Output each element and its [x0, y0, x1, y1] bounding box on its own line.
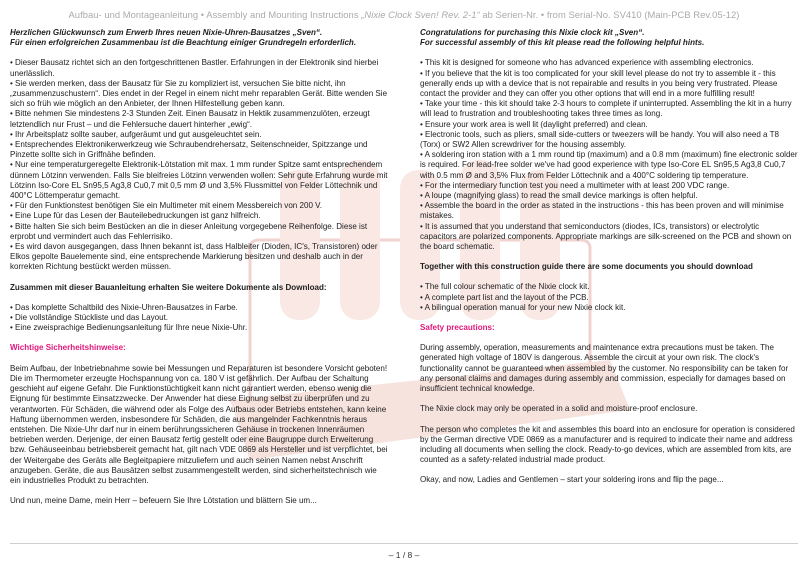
english-intro [420, 28, 798, 48]
german-hints-list [10, 58, 388, 272]
header-serial: ab Serien-Nr. • from Serial-No. SV410 [482, 9, 642, 20]
english-hint: • Take your time - this kit should take 2-3 hours to complete if uninterrupted. Assembling the kit in a hurry will lead to frustration and troubleshooting takes three times as long. [420, 99, 792, 119]
english-doc-item: • The full colour schematic of the Nixie clock kit. [420, 282, 590, 292]
german-doc-item: • Die vollständige Stückliste und das Layout. [10, 313, 169, 323]
german-docs-list [10, 303, 388, 334]
header-bullet: • [200, 9, 205, 20]
english-doc-item: • A bilingual operation manual for your new Nixie clock kit. [420, 302, 626, 312]
german-safety-text: Beim Aufbau, der Inbetriebnahme sowie bei Messungen und Reparaturen ist besondere Vorsicht geboten! Die im Thermometer erzeugte Hochspannung von ca. 180 V ist gefährlich. Der Aufbau der Schaltung geschieht auf eigene Gefahr. Die Funktionstüchtigkeit kann nicht garantiert werden, ebenso wenig die Eignung für bestimmte Einsatzzwecke. Der Anwender hat diese Eignung selbst zu überprüfen und zu verantworten. Für Schäden, die während oder als Folge des Aufbaus oder Betriebs entstehen, kann keine Haftung übernommen werden, insbesondere für Schäden, die aus mangelnder Fachkenntnis heraus entstehen. Die Nixie-Uhr darf nur in einem berührungssicheren Gehäuse in trockenen Innenräumen betrieben werden. Derjenige, der einen Bausatz fertig gestellt oder eine Baugruppe durch Erweiterung bzw. Gehäuseeinbau betriebsbereit gemacht hat, gilt nach VDE 0869 als Hersteller und ist verpflichtet, bei der Weitergabe des Geräts alle Begleitpapiere mitzuliefern und auch seinen Namen nebst Anschrift anzugeben. Geräte, die aus Bausätzen selbst zusammengestellt werden, sind sicherheitstechnisch wie ein industrielles Produkt zu betrachten. [10, 363, 388, 485]
english-docs-list [420, 282, 798, 313]
german-hint: • Entsprechendes Elektronikerwerkzeug wie Schraubendrehersatz, Seitenschneider, Spitzzange und Pinzette sollte sich in Griffnähe befinden. [10, 140, 368, 160]
german-column [10, 28, 388, 516]
german-safety-heading: Wichtige Sicherheitshinweise: [10, 343, 126, 353]
english-hint: • Assemble the board in the order as stated in the instructions - this has been proven and will minimise mistakes. [420, 201, 784, 221]
german-hint: • Bitte halten Sie sich beim Bestücken an die in dieser Anleitung vorgegebene Reihenfolge. Diese ist erprobt und vermindert auch das Fehlerrisiko. [10, 221, 368, 241]
english-safety-heading: Safety precautions: [420, 323, 495, 333]
header-pcb: (Main-PCB Rev.05-12) [644, 9, 740, 20]
page-number: – 1 / 8 – [388, 550, 420, 560]
german-hint: • Dieser Bausatz richtet sich an den fortgeschrittenen Bastler. Erfahrungen in der Elektronik sind hierbei unerlässlich. [10, 58, 379, 78]
english-hint: • If you believe that the kit is too complicated for your skill level please do not try to assemble it - this generally ends up with a device that is not repairable and results in you being very frustrated. Please contact the provider and they can offer you other options that will end in a more fulfilling result! [420, 68, 778, 99]
page-header [0, 9, 808, 20]
english-hint: • Ensure your work area is well lit (daylight preferred) and clean. [420, 119, 648, 129]
german-doc-item: • Eine zweisprachige Bedienungsanleitung für Ihre neue Nixie-Uhr. [10, 323, 248, 333]
german-hint: • Für den Funktionstest benötigen Sie ein Multimeter mit einem Messbereich von 200 V. [10, 201, 323, 211]
german-intro-line: Herzlichen Glückwunsch zum Erwerb Ihres neuen Nixie-Uhren-Bausatzes „Sven“. [10, 28, 323, 37]
english-hints-list [420, 58, 798, 252]
german-closing: Und nun, meine Dame, mein Herr – befeuern Sie Ihre Lötstation und blättern Sie um... [10, 496, 317, 506]
english-safety-paragraph: The person who completes the kit and assembles this board into an enclosure for operation is considered by the German directive VDE 0869 as a manufacturer and is required to indicate their name and address including all documents when selling the clock. Ready-to-go devices, which are assembled from kits, are counted as a safety-related industrial made product. [420, 424, 795, 465]
english-docs-heading: Together with this construction guide there are some documents you should download [420, 262, 753, 272]
german-intro [10, 28, 388, 48]
english-hint: • Electronic tools, such as pliers, small side-cutters or tweezers will be handy. You will also need a T8 (Torx) or SW2 Allen screwdriver for the housing assembly. [420, 129, 779, 150]
english-hint: • For the intermediary function test you need a multimeter with at least 200 VDC range. [420, 180, 730, 190]
english-safety-paragraph: The Nixie clock may only be operated in a solid and moisture-proof enclosure. [420, 404, 698, 414]
english-safety-paragraph: During assembly, operation, measurements and maintenance extra precautions must be taken. The generated high voltage of 180V is dangerous. Assemble the circuit at your own risk. The clock's functionality cannot be guaranteed when assembled by the customer. No responsibility can be taken for any personal claims and damages during assembly and commission, especially for damages based on insufficient technical knowledge. [420, 343, 789, 394]
english-hint: • A soldering iron station with a 1 mm round tip (maximum) and a 0.8 mm (maximum) fine electronic solder is required. For lead-free solder we've had good experience with type Iso-Core EL Sn95,5 Ag3,8 Cu0,7 with 0.5 mm Ø and 3,5% Flux from Felder Löttechnik and a 400°C soldering tip temperature. [420, 150, 798, 180]
german-hint: • Nur eine temperaturgeregelte Elektronik-Lötstation mit max. 1 mm runder Spitze samt entsprechendem dünnem Lötzinn verwenden. Falls Sie bleifreies Lötzinn verwenden wollen: Sehr gute Erfahrung wurde mit Lötzinn Iso-Core EL Sn95,5 Ag3,8 Cu0,7 mit 0,5 mm Ø und 3,5% Flussmittel von Felder Löttechnik und 400°C Löttemperatur gemacht. [10, 160, 388, 201]
german-hint: • Es wird davon ausgegangen, dass Ihnen bekannt ist, dass Halbleiter (Dioden, IC's, Transistoren) oder Elkos gepolte Bauelemente sind, eine entsprechende Markierung besitzen und deshalb auch in der korrekten Richtung bestückt werden müssen. [10, 242, 378, 272]
german-doc-item: • Das komplette Schaltbild des Nixie-Uhren-Bausatzes in Farbe. [10, 302, 238, 312]
english-doc-item: • A complete part list and the layout of the PCB. [420, 292, 589, 302]
english-intro-line: Congratulations for purchasing this Nixie clock kit „Sven“. [420, 28, 645, 37]
german-intro-line: Für einen erfolgreichen Zusammenbau ist die Beachtung einiger Grundregeln erforderlich. [10, 38, 357, 48]
english-column [420, 28, 798, 496]
english-hint: • A loupe (magnifying glass) to read the small device markings is often helpful. [420, 191, 698, 201]
header-title-de: Aufbau- und Montageanleitung [68, 9, 199, 20]
english-hint: • This kit is designed for someone who has advanced experience with assembling electronics. [420, 58, 754, 68]
english-intro-line: For successful assembly of this kit please read the following helpful hints. [420, 38, 705, 48]
english-hint: • It is assumed that you understand that semiconductors (diodes, ICs, transistors) or electrolytic capacitors are polarized components. Appropriate markings are silk-screened on the PCB and shown on the board schematic. [420, 221, 792, 252]
english-closing: Okay, and now, Ladies and Gentlemen – start your soldering irons and flip the page... [420, 475, 724, 485]
german-hint: • Ihr Arbeitsplatz sollte sauber, aufgeräumt und gut ausgeleuchtet sein. [10, 129, 262, 139]
german-docs-heading: Zusammen mit dieser Bauanleitung erhalten Sie weitere Dokumente als Download: [10, 282, 327, 292]
german-hint: • Eine Lupe für das Lesen der Bauteilebedruckungen ist ganz hilfreich. [10, 211, 261, 221]
header-title-en: Assembly and Mounting Instructions [206, 9, 359, 20]
header-subtitle: „Nixie Clock Sven! Rev. 2-1“ [361, 9, 480, 20]
german-hint: • Sie werden merken, dass der Bausatz für Sie zu kompliziert ist, versuchen Sie bitte nicht, ihn „zusammenzuschustern“. Dies endet in der Regel in einem nicht mehr reparablen Gerät. Bitte wenden Sie sich so früh wie möglich an den Anbieter, der Ihnen Hilfestellung geben kann. [10, 78, 388, 109]
german-hint: • Bitte nehmen Sie mindestens 2-3 Stunden Zeit. Einen Bausatz in Hektik zusammenzulöten, erzeugt letztendlich nur Frust – und die Fehlersuche dauert hinterher „ewig“. [10, 109, 370, 129]
footer-divider [10, 543, 798, 544]
